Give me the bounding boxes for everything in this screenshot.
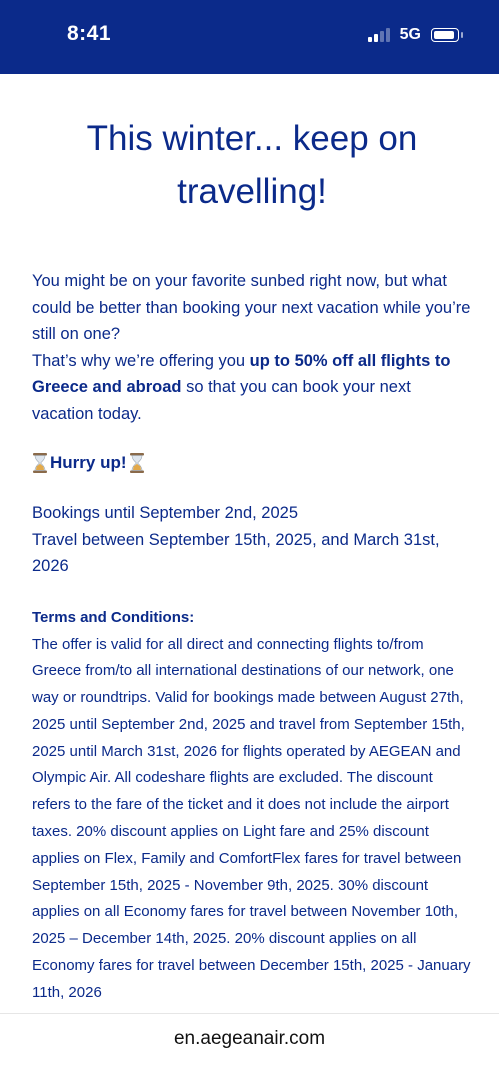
intro-paragraph — [32, 268, 472, 427]
email-content — [32, 74, 472, 1007]
status-bar — [0, 0, 499, 74]
intro-text-2: That’s why we’re offering you — [32, 351, 250, 370]
status-time: 8:41 — [67, 22, 112, 45]
intro-text-3: so that you can book your next vacation today. — [32, 378, 411, 423]
hourglass-icon — [32, 453, 48, 473]
intro-text-1: You might be on your favorite sunbed right now, but what could be better than booking your next vacation while you’re still on one? — [32, 272, 471, 343]
hourglass-icon — [129, 453, 145, 473]
offer-dates — [32, 500, 472, 580]
hurry-line — [32, 453, 472, 473]
terms-body: The offer is valid for all direct and connecting flights to/from Greece from/to all international destinations of our network, one way or roundtrips. Valid for bookings made between August 27th, 2025 until September 2nd, 2025 and travel from September 15th, 2025 until March 31st, 2026 for flights operated by AEGEAN and Olympic Air. All codeshare flights are excluded. The discount refers to the fare of the ticket and it does not include the airport taxes. 20% discount applies on Light fare and 25% discount applies on Flex, Family and ComfortFlex fares for travel between September 15th, 2025 - November 9th, 2025. 30% discount applies on all Economy fares for travel between November 10th, 2025 – December 14th, 2025. 20% discount applies on all Economy fares for travel between December 15th, 2025 - January 11th, 2026 — [32, 635, 471, 1001]
email-headline: This winter... keep on travelling! — [86, 119, 418, 211]
bookings-period: Bookings until September 2nd, 2025 — [32, 504, 299, 522]
terms-title: Terms and Conditions: — [32, 608, 195, 626]
status-indicators — [368, 26, 459, 44]
cellular-signal-icon — [368, 28, 390, 42]
network-type: 5G — [399, 26, 421, 43]
hurry-text: Hurry up! — [50, 453, 127, 472]
browser-address-bar[interactable] — [0, 1013, 499, 1081]
battery-icon — [431, 28, 459, 42]
travel-period: Travel between September 15th, 2025, and March 31st, 2026 — [32, 530, 440, 575]
offer-highlight: up to 50% off all flights to Greece and abroad — [32, 351, 451, 396]
url-text[interactable]: en.aegeanair.com — [173, 1028, 326, 1049]
